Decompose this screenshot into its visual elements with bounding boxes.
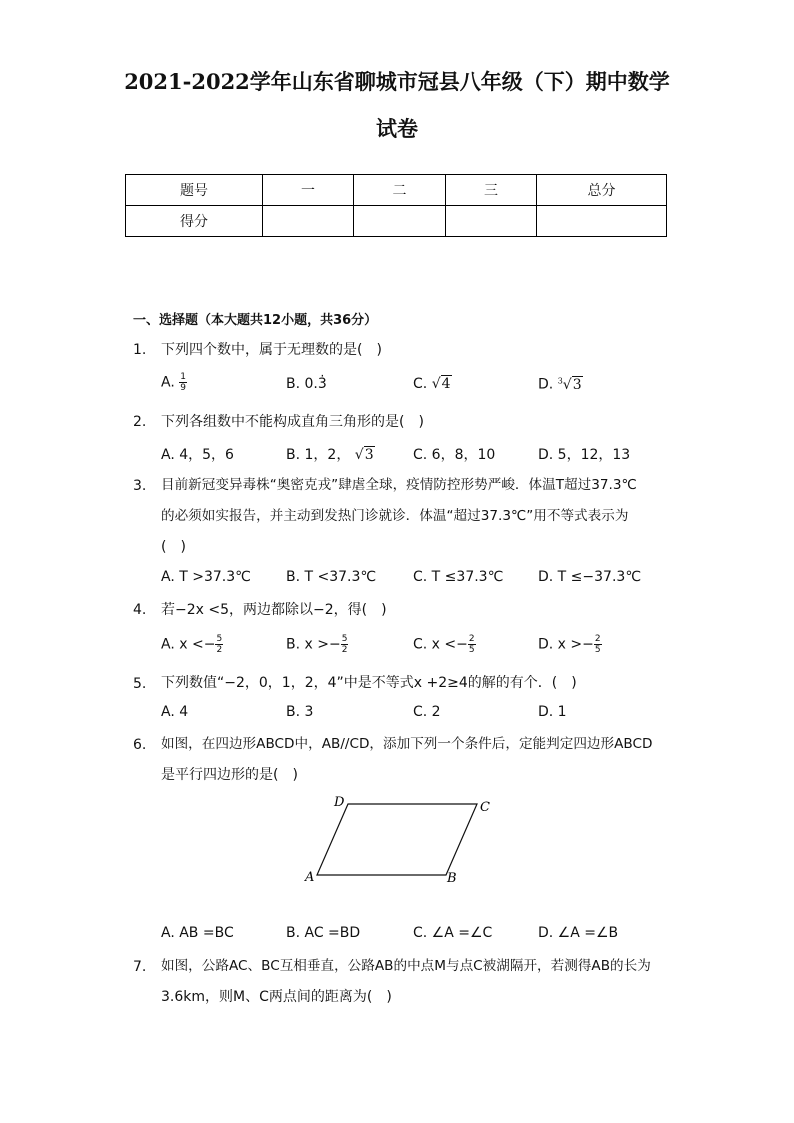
option-label: A.	[161, 374, 175, 391]
question-text-line1: 目前新冠变异毒株“奥密克戎”肆虐全球，疫情防控形势严峻．体温T超过37.3℃	[161, 477, 637, 493]
option-label: B. x >−	[286, 636, 341, 653]
option-value: 0.3̇	[304, 376, 327, 392]
fraction-numerator: 2	[468, 634, 475, 644]
option-label: C. x <−	[413, 636, 468, 653]
parallelogram-figure	[290, 790, 510, 890]
fraction	[215, 634, 223, 655]
option-b: B. 3	[286, 704, 314, 720]
option-label: B.	[286, 376, 301, 392]
option-label: B. 1，2，	[286, 447, 351, 463]
score-cell: 总分	[537, 175, 667, 206]
option-b	[286, 376, 327, 392]
question-text-line1: 如图，在四边形ABCD中，AB//CD，添加下列一个条件后，定能判定四边形ABCD	[161, 736, 653, 752]
question-text: 下列四个数中，属于无理数的是( )	[161, 342, 382, 358]
question-number: 5.	[133, 676, 147, 692]
option-d	[538, 376, 583, 393]
option-a	[161, 372, 187, 393]
vertex-label-a: A	[305, 870, 315, 885]
option-a: A. AB =BC	[161, 925, 234, 941]
option-d: D. 1	[538, 704, 567, 720]
vertex-label-c: C	[480, 800, 490, 815]
option-label: D.	[538, 376, 554, 393]
option-d: D. ∠A =∠B	[538, 925, 619, 941]
option-a	[161, 634, 223, 655]
option-d: D. T ≤−37.3℃	[538, 569, 642, 585]
option-a: A. T >37.3℃	[161, 569, 251, 585]
radicand: 4	[441, 376, 451, 392]
root-index: 3	[557, 376, 563, 385]
question-number: 7.	[133, 959, 147, 975]
option-b	[286, 634, 348, 655]
option-label: A. x <−	[161, 636, 216, 653]
cube-root: $^3$√3	[557, 376, 582, 393]
question-number: 6.	[133, 737, 147, 753]
parallelogram-shape	[317, 804, 477, 875]
fraction-numerator: 1	[180, 372, 186, 382]
fraction-denominator: 9	[180, 383, 186, 393]
option-a: A. 4	[161, 704, 189, 720]
option-c	[413, 376, 452, 392]
question-text-line2: 3.6km，则M、C两点间的距离为( )	[161, 989, 392, 1005]
question-text-line2: 的必须如实报告，并主动到发热门诊就诊．体温“超过37.3℃”用不等式表示为	[161, 508, 629, 524]
score-input-cell	[354, 206, 446, 237]
fraction-numerator: 2	[594, 634, 601, 644]
fraction-numerator: 5	[341, 634, 348, 644]
option-c	[413, 634, 476, 655]
question-text-line1: 如图，公路AC、BC互相垂直，公路AB的中点M与点C被湖隔开，若测得AB的长为	[161, 958, 651, 974]
score-input-cell	[446, 206, 537, 237]
page-title-line1: 2021-2022学年山东省聊城市冠县八年级（下）期中数学	[124, 69, 670, 94]
square-root: √3	[354, 447, 374, 463]
fraction-denominator: 5	[594, 645, 601, 655]
score-cell: 三	[446, 175, 537, 206]
option-c: C. ∠A =∠C	[413, 925, 493, 941]
score-cell: 题号	[126, 175, 263, 206]
option-b: B. T <37.3℃	[286, 569, 377, 585]
fraction-numerator: 5	[216, 634, 223, 644]
score-table-header-row	[126, 175, 667, 206]
option-d	[538, 634, 602, 655]
score-cell: 得分	[126, 206, 263, 237]
fraction	[468, 634, 476, 655]
score-cell: 二	[354, 175, 446, 206]
score-table-score-row	[126, 206, 667, 237]
question-text-line2: 是平行四边形的是( )	[161, 767, 298, 783]
vertex-label-d: D	[334, 795, 345, 810]
fraction-denominator: 5	[468, 645, 475, 655]
score-input-cell	[263, 206, 354, 237]
score-table	[125, 174, 667, 237]
question-text: 下列数值“−2，0，1，2，4”中是不等式x +2≥4的解的有个．( )	[161, 675, 577, 691]
question-number: 4.	[133, 602, 147, 618]
vertex-label-b: B	[447, 871, 457, 886]
option-c: C. 2	[413, 704, 441, 720]
option-c: C. T ≤37.3℃	[413, 569, 504, 585]
option-b: B. AC =BD	[286, 925, 361, 941]
fraction	[179, 372, 187, 393]
question-number: 3.	[133, 478, 147, 494]
fraction	[341, 634, 349, 655]
page-title-line2: 试卷	[376, 116, 418, 141]
option-a: A. 4，5，6	[161, 447, 234, 463]
radicand: 3	[572, 376, 582, 393]
option-label: D. x >−	[538, 636, 594, 653]
section-heading: 一、选择题（本大题共12小题，共36分）	[133, 313, 378, 328]
option-b	[286, 444, 375, 464]
question-text-line3: ( )	[161, 539, 186, 555]
option-c: C. 6，8，10	[413, 447, 496, 463]
option-label: C.	[413, 376, 428, 392]
fraction-denominator: 2	[216, 645, 223, 655]
option-d: D. 5，12，13	[538, 447, 631, 463]
question-text: 下列各组数中不能构成直角三角形的是( )	[161, 414, 424, 430]
square-root: √4	[431, 376, 451, 392]
fraction-denominator: 2	[341, 645, 348, 655]
score-cell: 一	[263, 175, 354, 206]
score-input-cell	[537, 206, 667, 237]
question-number: 1.	[133, 342, 147, 358]
fraction	[594, 634, 602, 655]
question-number: 2.	[133, 414, 147, 430]
question-text: 若−2x <5，两边都除以−2，得( )	[161, 602, 387, 618]
radicand: 3	[364, 447, 374, 463]
